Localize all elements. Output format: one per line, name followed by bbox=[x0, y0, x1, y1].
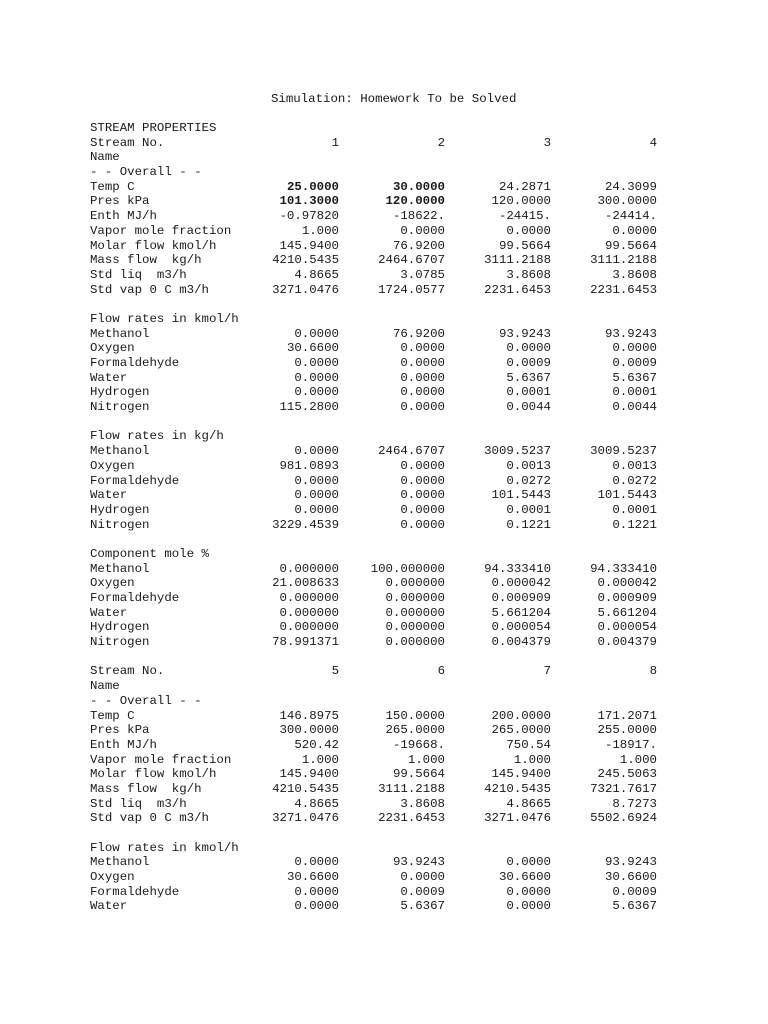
flow-kmol-heading bbox=[90, 312, 690, 327]
prop-temp-row-value: 24.3099 bbox=[604, 179, 657, 194]
prop-enth-row-value: -24414. bbox=[604, 209, 657, 224]
name-row-label: Name bbox=[90, 150, 120, 165]
name-row-label: Name bbox=[90, 679, 120, 694]
kg-methanol-row-value: 0.0000 bbox=[294, 444, 339, 459]
prop-enth-row-value: 520.42 bbox=[294, 737, 339, 752]
prop-mass-row-value: 4210.5435 bbox=[272, 781, 339, 796]
prop-stdliq-row-value: 8.7273 bbox=[612, 796, 657, 811]
kmol-nitrogen-row-value: 0.0044 bbox=[506, 400, 551, 415]
flow-kg-heading-label: Flow rates in kg/h bbox=[90, 429, 224, 444]
prop-pres-row-value: 265.0000 bbox=[385, 723, 445, 738]
prop-molar-row-value: 99.5664 bbox=[604, 238, 657, 253]
pct-hydrogen-row-value: 0.000000 bbox=[279, 620, 339, 635]
pct-water-row-value: 0.000000 bbox=[279, 605, 339, 620]
pct-formaldehyde-row-value: 0.000909 bbox=[491, 591, 551, 605]
pct-hydrogen-row-label: Hydrogen bbox=[90, 620, 150, 635]
prop-temp-row-value: 24.2871 bbox=[498, 179, 551, 194]
prop-pres-row-value: 101.3000 bbox=[279, 194, 339, 209]
prop-vapor-row-value: 1.000 bbox=[301, 223, 339, 238]
mole-pct-heading-label: Component mole % bbox=[90, 546, 209, 561]
kmol-water-row bbox=[90, 371, 690, 386]
prop-temp-row-value: 200.0000 bbox=[491, 708, 551, 723]
prop-molar-row-value: 76.9200 bbox=[392, 238, 445, 253]
kmol-oxygen-row bbox=[90, 870, 690, 885]
kmol-water-row-value: 0.0000 bbox=[294, 899, 339, 914]
kmol-oxygen-row-value: 30.6600 bbox=[286, 870, 339, 885]
kmol-methanol-row bbox=[90, 327, 690, 342]
kg-hydrogen-row-value: 0.0001 bbox=[612, 502, 657, 517]
kg-formaldehyde-row-value: 0.0272 bbox=[506, 473, 551, 488]
pct-oxygen-row-value: 0.000042 bbox=[491, 576, 551, 591]
prop-enth-row-label: Enth MJ/h bbox=[90, 209, 157, 224]
kmol-nitrogen-row-value: 115.2800 bbox=[279, 400, 339, 415]
kmol-hydrogen-row-value: 0.0000 bbox=[400, 385, 445, 400]
stream-number-row-label: Stream No. bbox=[90, 135, 165, 150]
kmol-hydrogen-row-value: 0.0001 bbox=[506, 385, 551, 400]
pct-oxygen-row bbox=[90, 576, 690, 591]
kg-formaldehyde-row-value: 0.0272 bbox=[612, 473, 657, 488]
kg-formaldehyde-row-value: 0.0000 bbox=[400, 473, 445, 488]
pct-nitrogen-row-value: 0.000000 bbox=[385, 635, 445, 650]
kmol-formaldehyde-row-value: 0.0000 bbox=[294, 356, 339, 370]
kg-methanol-row-value: 2464.6707 bbox=[378, 444, 445, 459]
prop-stdliq-row-value: 4.8665 bbox=[506, 796, 551, 811]
overall-heading-label: - - Overall - - bbox=[90, 693, 202, 708]
report-title: Simulation: Homework To be Solved bbox=[271, 92, 517, 106]
overall-heading bbox=[90, 694, 690, 709]
kmol-methanol-row-value: 76.9200 bbox=[392, 326, 445, 341]
prop-molar-row-value: 99.5664 bbox=[498, 238, 551, 253]
kmol-formaldehyde-row-value: 0.0009 bbox=[506, 356, 551, 370]
kg-formaldehyde-row-value: 0.0000 bbox=[294, 473, 339, 488]
prop-temp-row bbox=[90, 709, 690, 724]
kmol-water-row-value: 5.6367 bbox=[400, 899, 445, 914]
pct-hydrogen-row-value: 0.000054 bbox=[491, 620, 551, 635]
prop-temp-row-value: 30.0000 bbox=[392, 179, 445, 194]
prop-enth-row-value: -0.97820 bbox=[279, 209, 339, 224]
prop-stdvap-row-value: 1724.0577 bbox=[378, 282, 445, 297]
kmol-formaldehyde-row-value: 0.0009 bbox=[400, 884, 445, 899]
prop-vapor-row-value: 1.000 bbox=[619, 752, 657, 767]
pct-nitrogen-row-value: 0.004379 bbox=[491, 635, 551, 650]
prop-pres-row bbox=[90, 194, 690, 209]
flow-kmol-heading bbox=[90, 841, 690, 856]
pct-water-row bbox=[90, 606, 690, 621]
prop-mass-row bbox=[90, 782, 690, 797]
pct-hydrogen-row-value: 0.000054 bbox=[597, 620, 657, 635]
prop-stdliq-row-label: Std liq m3/h bbox=[90, 796, 187, 811]
prop-stdliq-row-value: 4.8665 bbox=[294, 796, 339, 811]
pct-water-row-label: Water bbox=[90, 605, 128, 620]
pct-water-row-value: 5.661204 bbox=[597, 605, 657, 620]
prop-molar-row-value: 99.5664 bbox=[392, 767, 445, 782]
prop-enth-row-value: 750.54 bbox=[506, 737, 551, 752]
kmol-methanol-row bbox=[90, 855, 690, 870]
kg-methanol-row-value: 3009.5237 bbox=[484, 444, 551, 459]
kmol-formaldehyde-row bbox=[90, 356, 690, 371]
prop-temp-row-label: Temp C bbox=[90, 179, 135, 194]
kmol-oxygen-row-value: 0.0000 bbox=[612, 341, 657, 356]
stream-number-row-value: 1 bbox=[331, 135, 339, 150]
kg-nitrogen-row-label: Nitrogen bbox=[90, 517, 150, 532]
pct-hydrogen-row-value: 0.000000 bbox=[385, 620, 445, 635]
prop-molar-row-value: 145.9400 bbox=[279, 238, 339, 253]
kmol-water-row-value: 0.0000 bbox=[400, 370, 445, 385]
pct-methanol-row bbox=[90, 562, 690, 577]
blank-line bbox=[90, 297, 690, 312]
pct-methanol-row-value: 100.000000 bbox=[370, 561, 445, 576]
kg-nitrogen-row-value: 0.0000 bbox=[400, 517, 445, 532]
stream-number-row-value: 5 bbox=[331, 664, 339, 679]
kmol-oxygen-row bbox=[90, 341, 690, 356]
prop-pres-row-value: 300.0000 bbox=[597, 194, 657, 209]
kmol-methanol-row-value: 93.9243 bbox=[392, 855, 445, 870]
pct-methanol-row-value: 94.333410 bbox=[590, 561, 657, 576]
stream-number-row bbox=[90, 664, 690, 679]
prop-molar-row-value: 145.9400 bbox=[279, 767, 339, 782]
prop-vapor-row-value: 0.0000 bbox=[506, 223, 551, 238]
prop-stdvap-row-value: 3271.0476 bbox=[272, 282, 339, 297]
pct-nitrogen-row bbox=[90, 635, 690, 650]
prop-vapor-row bbox=[90, 753, 690, 768]
kmol-oxygen-row-value: 30.6600 bbox=[604, 870, 657, 885]
kg-water-row-value: 0.0000 bbox=[400, 488, 445, 503]
prop-mass-row-value: 3111.2188 bbox=[484, 253, 551, 268]
stream-number-row-value: 8 bbox=[649, 664, 657, 679]
prop-temp-row-value: 150.0000 bbox=[385, 708, 445, 723]
prop-vapor-row bbox=[90, 224, 690, 239]
prop-stdvap-row-value: 2231.6453 bbox=[378, 811, 445, 826]
prop-pres-row bbox=[90, 723, 690, 738]
pct-formaldehyde-row-label: Formaldehyde bbox=[90, 591, 180, 605]
blank-line bbox=[90, 650, 690, 665]
stream-report bbox=[90, 92, 690, 914]
kmol-hydrogen-row-label: Hydrogen bbox=[90, 385, 150, 400]
kg-water-row-value: 0.0000 bbox=[294, 488, 339, 503]
kmol-methanol-row-value: 93.9243 bbox=[604, 326, 657, 341]
prop-mass-row-value: 2464.6707 bbox=[378, 253, 445, 268]
pct-hydrogen-row bbox=[90, 620, 690, 635]
section-header bbox=[90, 121, 690, 136]
prop-stdvap-row-value: 5502.6924 bbox=[590, 811, 657, 826]
kmol-oxygen-row-value: 0.0000 bbox=[506, 341, 551, 356]
kmol-water-row-value: 5.6367 bbox=[612, 370, 657, 385]
pct-nitrogen-row-value: 78.991371 bbox=[272, 635, 339, 650]
prop-stdliq-row-value: 4.8665 bbox=[294, 267, 339, 282]
prop-stdvap-row-label: Std vap 0 C m3/h bbox=[90, 282, 209, 297]
prop-vapor-row-value: 0.0000 bbox=[400, 223, 445, 238]
kmol-hydrogen-row-value: 0.0000 bbox=[294, 385, 339, 400]
prop-stdliq-row bbox=[90, 268, 690, 283]
kmol-water-row-label: Water bbox=[90, 370, 128, 385]
stream-number-row-value: 3 bbox=[543, 135, 551, 150]
pct-nitrogen-row-label: Nitrogen bbox=[90, 635, 150, 650]
kmol-oxygen-row-value: 0.0000 bbox=[400, 870, 445, 885]
kmol-formaldehyde-row-value: 0.0000 bbox=[294, 884, 339, 899]
prop-temp-row bbox=[90, 180, 690, 195]
kg-hydrogen-row-value: 0.0000 bbox=[294, 502, 339, 517]
prop-pres-row-value: 255.0000 bbox=[597, 723, 657, 738]
kmol-nitrogen-row-label: Nitrogen bbox=[90, 400, 150, 415]
prop-enth-row bbox=[90, 209, 690, 224]
prop-stdliq-row-label: Std liq m3/h bbox=[90, 267, 187, 282]
overall-heading-label: - - Overall - - bbox=[90, 165, 202, 180]
prop-mass-row-value: 3111.2188 bbox=[590, 253, 657, 268]
prop-stdvap-row bbox=[90, 811, 690, 826]
kmol-water-row-label: Water bbox=[90, 899, 128, 914]
pct-oxygen-row-label: Oxygen bbox=[90, 576, 135, 591]
kg-water-row bbox=[90, 488, 690, 503]
kmol-formaldehyde-row-label: Formaldehyde bbox=[90, 884, 180, 899]
pct-water-row-value: 5.661204 bbox=[491, 605, 551, 620]
mole-pct-heading bbox=[90, 547, 690, 562]
prop-pres-row-label: Pres kPa bbox=[90, 194, 150, 209]
kmol-hydrogen-row-value: 0.0001 bbox=[612, 385, 657, 400]
prop-enth-row-value: -18622. bbox=[392, 209, 445, 224]
prop-molar-row-label: Molar flow kmol/h bbox=[90, 238, 217, 253]
prop-temp-row-value: 25.0000 bbox=[286, 179, 339, 194]
prop-pres-row-label: Pres kPa bbox=[90, 723, 150, 738]
kg-formaldehyde-row-label: Formaldehyde bbox=[90, 473, 180, 488]
kmol-methanol-row-label: Methanol bbox=[90, 855, 150, 870]
pct-formaldehyde-row bbox=[90, 591, 690, 606]
kg-formaldehyde-row bbox=[90, 474, 690, 489]
stream-number-row-value: 6 bbox=[437, 664, 445, 679]
report-title-row bbox=[90, 92, 690, 121]
report-rows bbox=[90, 121, 690, 914]
kg-nitrogen-row-value: 3229.4539 bbox=[272, 517, 339, 532]
kmol-oxygen-row-label: Oxygen bbox=[90, 870, 135, 885]
kmol-formaldehyde-row-value: 0.0009 bbox=[612, 356, 657, 370]
pct-water-row-value: 0.000000 bbox=[385, 605, 445, 620]
prop-stdvap-row-value: 2231.6453 bbox=[484, 282, 551, 297]
kmol-methanol-row-value: 0.0000 bbox=[294, 855, 339, 870]
kmol-water-row-value: 0.0000 bbox=[294, 370, 339, 385]
prop-pres-row-value: 120.0000 bbox=[491, 194, 551, 209]
kmol-oxygen-row-value: 0.0000 bbox=[400, 341, 445, 356]
kmol-oxygen-row-label: Oxygen bbox=[90, 341, 135, 356]
prop-molar-row-value: 145.9400 bbox=[491, 767, 551, 782]
kg-oxygen-row-value: 0.0000 bbox=[400, 458, 445, 473]
prop-enth-row-value: -19668. bbox=[392, 737, 445, 752]
pct-oxygen-row-value: 21.008633 bbox=[272, 576, 339, 591]
kmol-methanol-row-label: Methanol bbox=[90, 326, 150, 341]
prop-stdliq-row bbox=[90, 797, 690, 812]
prop-vapor-row-label: Vapor mole fraction bbox=[90, 752, 232, 767]
kmol-water-row-value: 5.6367 bbox=[612, 899, 657, 914]
flow-kmol-heading-label: Flow rates in kmol/h bbox=[90, 311, 239, 326]
prop-enth-row-value: -24415. bbox=[498, 209, 551, 224]
prop-enth-row-label: Enth MJ/h bbox=[90, 737, 157, 752]
kg-water-row-value: 101.5443 bbox=[597, 488, 657, 503]
prop-vapor-row-value: 1.000 bbox=[407, 752, 445, 767]
pct-formaldehyde-row-value: 0.000000 bbox=[385, 591, 445, 605]
kg-nitrogen-row-value: 0.1221 bbox=[612, 517, 657, 532]
kg-oxygen-row-value: 0.0013 bbox=[506, 458, 551, 473]
stream-number-row-value: 4 bbox=[649, 135, 657, 150]
pct-formaldehyde-row-value: 0.000909 bbox=[597, 591, 657, 605]
prop-stdvap-row-value: 3271.0476 bbox=[272, 811, 339, 826]
prop-mass-row-value: 3111.2188 bbox=[378, 781, 445, 796]
prop-stdvap-row-value: 3271.0476 bbox=[484, 811, 551, 826]
pct-oxygen-row-value: 0.000042 bbox=[597, 576, 657, 591]
kmol-methanol-row-value: 93.9243 bbox=[604, 855, 657, 870]
kg-water-row-label: Water bbox=[90, 488, 128, 503]
prop-vapor-row-value: 0.0000 bbox=[612, 223, 657, 238]
stream-number-row-label: Stream No. bbox=[90, 664, 165, 679]
prop-mass-row bbox=[90, 253, 690, 268]
flow-kg-heading bbox=[90, 429, 690, 444]
prop-temp-row-value: 171.2071 bbox=[597, 708, 657, 723]
kmol-oxygen-row-value: 30.6600 bbox=[286, 341, 339, 356]
kg-methanol-row bbox=[90, 444, 690, 459]
prop-pres-row-value: 265.0000 bbox=[491, 723, 551, 738]
stream-number-row bbox=[90, 136, 690, 151]
name-row bbox=[90, 679, 690, 694]
flow-kmol-heading-label: Flow rates in kmol/h bbox=[90, 840, 239, 855]
prop-stdvap-row-label: Std vap 0 C m3/h bbox=[90, 811, 209, 826]
kg-nitrogen-row bbox=[90, 518, 690, 533]
kmol-water-row-value: 0.0000 bbox=[506, 899, 551, 914]
kmol-methanol-row-value: 0.0000 bbox=[294, 326, 339, 341]
kg-methanol-row-value: 3009.5237 bbox=[590, 444, 657, 459]
kmol-oxygen-row-value: 30.6600 bbox=[498, 870, 551, 885]
prop-stdliq-row-value: 3.0785 bbox=[400, 267, 445, 282]
pct-oxygen-row-value: 0.000000 bbox=[385, 576, 445, 591]
kmol-methanol-row-value: 93.9243 bbox=[498, 326, 551, 341]
pct-methanol-row-value: 0.000000 bbox=[279, 561, 339, 576]
pct-nitrogen-row-value: 0.004379 bbox=[597, 635, 657, 650]
pct-methanol-row-label: Methanol bbox=[90, 561, 150, 576]
kmol-nitrogen-row bbox=[90, 400, 690, 415]
kg-oxygen-row-label: Oxygen bbox=[90, 458, 135, 473]
overall-heading bbox=[90, 165, 690, 180]
kg-oxygen-row-value: 981.0893 bbox=[279, 458, 339, 473]
prop-vapor-row-value: 1.000 bbox=[301, 752, 339, 767]
prop-temp-row-label: Temp C bbox=[90, 708, 135, 723]
kmol-nitrogen-row-value: 0.0044 bbox=[612, 400, 657, 415]
kmol-formaldehyde-row-value: 0.0000 bbox=[506, 884, 551, 899]
prop-stdliq-row-value: 3.8608 bbox=[612, 267, 657, 282]
prop-temp-row-value: 146.8975 bbox=[279, 708, 339, 723]
prop-stdvap-row bbox=[90, 283, 690, 298]
blank-line bbox=[90, 415, 690, 430]
prop-molar-row bbox=[90, 239, 690, 254]
kg-water-row-value: 101.5443 bbox=[491, 488, 551, 503]
prop-stdvap-row-value: 2231.6453 bbox=[590, 282, 657, 297]
prop-molar-row bbox=[90, 767, 690, 782]
prop-enth-row bbox=[90, 738, 690, 753]
kg-oxygen-row bbox=[90, 459, 690, 474]
kg-nitrogen-row-value: 0.1221 bbox=[506, 517, 551, 532]
kmol-formaldehyde-row bbox=[90, 885, 690, 900]
kmol-water-row-value: 5.6367 bbox=[506, 370, 551, 385]
kg-hydrogen-row bbox=[90, 503, 690, 518]
prop-molar-row-label: Molar flow kmol/h bbox=[90, 767, 217, 782]
prop-vapor-row-label: Vapor mole fraction bbox=[90, 223, 232, 238]
prop-molar-row-value: 245.5063 bbox=[597, 767, 657, 782]
kmol-formaldehyde-row-value: 0.0009 bbox=[612, 884, 657, 899]
stream-number-row-value: 2 bbox=[437, 135, 445, 150]
name-row bbox=[90, 150, 690, 165]
prop-mass-row-value: 7321.7617 bbox=[590, 781, 657, 796]
prop-pres-row-value: 300.0000 bbox=[279, 723, 339, 738]
blank-line bbox=[90, 826, 690, 841]
stream-number-row-value: 7 bbox=[543, 664, 551, 679]
kmol-hydrogen-row bbox=[90, 385, 690, 400]
prop-stdliq-row-value: 3.8608 bbox=[506, 267, 551, 282]
section-header-label: STREAM PROPERTIES bbox=[90, 121, 217, 135]
blank-line bbox=[90, 532, 690, 547]
kmol-formaldehyde-row-label: Formaldehyde bbox=[90, 356, 180, 370]
pct-formaldehyde-row-value: 0.000000 bbox=[279, 591, 339, 605]
prop-mass-row-value: 4210.5435 bbox=[272, 253, 339, 268]
kmol-nitrogen-row-value: 0.0000 bbox=[400, 400, 445, 415]
kg-hydrogen-row-label: Hydrogen bbox=[90, 502, 150, 517]
prop-enth-row-value: -18917. bbox=[604, 737, 657, 752]
prop-vapor-row-value: 1.000 bbox=[513, 752, 551, 767]
kmol-methanol-row-value: 0.0000 bbox=[506, 855, 551, 870]
kg-hydrogen-row-value: 0.0000 bbox=[400, 502, 445, 517]
kg-methanol-row-label: Methanol bbox=[90, 444, 150, 459]
prop-mass-row-label: Mass flow kg/h bbox=[90, 253, 202, 268]
kmol-water-row bbox=[90, 899, 690, 914]
kg-hydrogen-row-value: 0.0001 bbox=[506, 502, 551, 517]
prop-mass-row-label: Mass flow kg/h bbox=[90, 781, 202, 796]
kg-oxygen-row-value: 0.0013 bbox=[612, 458, 657, 473]
prop-mass-row-value: 4210.5435 bbox=[484, 781, 551, 796]
kmol-formaldehyde-row-value: 0.0000 bbox=[400, 356, 445, 370]
pct-methanol-row-value: 94.333410 bbox=[484, 561, 551, 576]
prop-stdliq-row-value: 3.8608 bbox=[400, 796, 445, 811]
prop-pres-row-value: 120.0000 bbox=[385, 194, 445, 209]
